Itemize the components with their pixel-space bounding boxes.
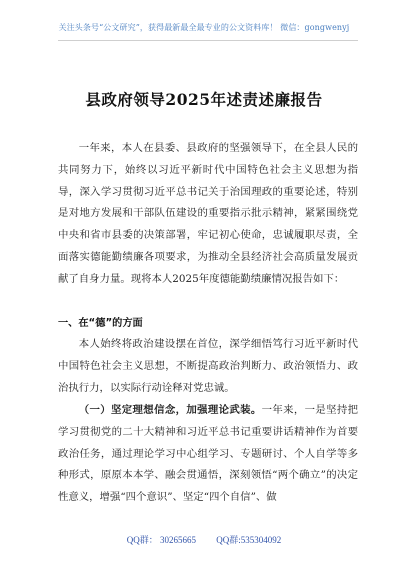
subsection-paragraph (58, 400, 358, 509)
document-title: 县政府领导2025年述责述廉报告 (85, 90, 323, 109)
subsection-body: 一年来，一是坚持把学习贯彻党的二十大精神和习近平总书记重要讲话精神作为首要政治任务，通过理论学习中心组学习、专题研讨、个人自学等多种形式，原原本本学、融会贯通悟，深刻领悟“两个确立”的决定性意义，增强“四个意识”、坚定“四个自信”、做 (58, 404, 359, 504)
header-banner: 关注头条号“公文研究”，获得最新最全最专业的公文资料库！ 微信：gongwenyj (58, 23, 350, 32)
section-heading-de: 一、在“德”的方面 (58, 318, 143, 329)
header-divider (58, 40, 358, 41)
footer-contact (0, 533, 408, 546)
footer-qq-group-2: QQ群:535304092 (216, 535, 282, 545)
footer-qq-group-1: QQ群： 30265665 (126, 535, 196, 545)
intro-paragraph: 一年来，本人在县委、县政府的坚强领导下，在全县人民的共同努力下，始终以习近平新时代中国特色社会主义思想为指导，深入学习贯彻习近平总书记关于治国理政的重要论述，特别是对地方发展和干部队伍建设的重要指示批示精神，紧紧围绕党中央和省市县委的决策部署，牢记初心使命，忠诚履职尽责，全面落实德能勤绩廉各项要求，为推动全县经济社会高质量发展贡献了自身力量。现将本人2025年度德能勤绩廉情况报告如下： (58, 142, 358, 285)
subsection-title: （一）坚定理想信念，加强理论武装。 (78, 404, 262, 416)
section-paragraph: 本人始终将政治建设摆在首位，深学细悟笃行习近平新时代中国特色社会主义思想，不断提高政治判断力、政治领悟力、政治执行力，以实际行动诠释对党忠诚。 (58, 338, 358, 394)
